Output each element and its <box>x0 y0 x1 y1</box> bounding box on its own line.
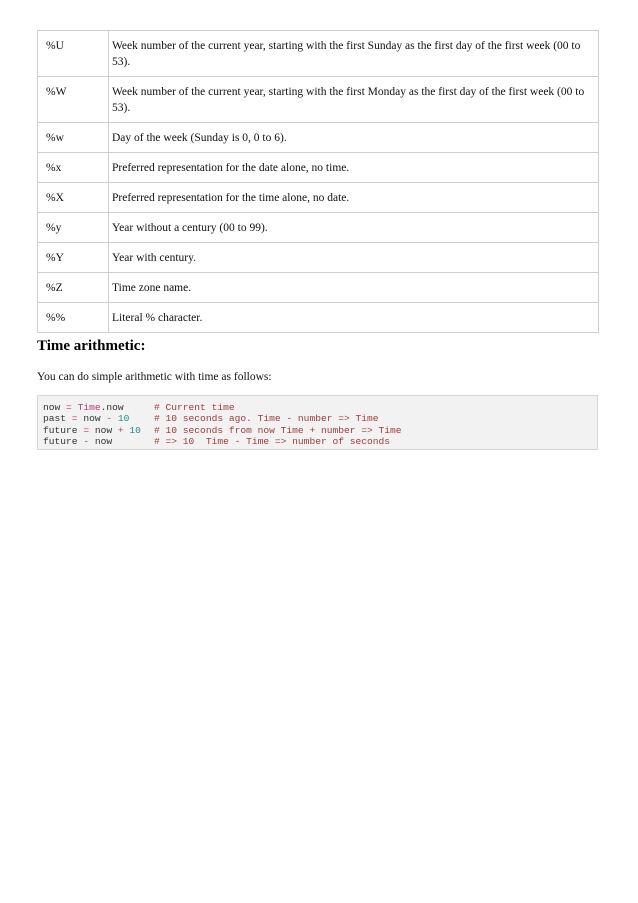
code-line <box>43 413 597 424</box>
code-token: = <box>83 424 90 436</box>
code-line <box>43 402 597 413</box>
table-row <box>38 183 599 213</box>
code-token: past <box>43 413 72 425</box>
format-description-cell: Week number of the current year, starting with the first Monday as the first day of the first week (00 to 53). <box>109 77 599 123</box>
code-token: now <box>89 424 118 436</box>
code-block <box>37 395 598 450</box>
table-row <box>38 31 599 77</box>
code-comment: # => 10 Time - Time => number of seconds <box>154 436 391 448</box>
code-token: = <box>71 413 78 425</box>
format-code-cell: %Y <box>38 243 109 273</box>
format-code-cell: %X <box>38 183 109 213</box>
code-token: = <box>66 402 72 413</box>
code-token: now <box>89 436 113 448</box>
table-row <box>38 213 599 243</box>
format-description-cell: Literal % character. <box>109 303 599 333</box>
code-comment: # Current time <box>154 402 235 413</box>
format-description-cell: Time zone name. <box>109 273 599 303</box>
format-description-cell: Year with century. <box>109 243 599 273</box>
section-title: Time arithmetic: <box>37 338 146 354</box>
format-code-cell: %W <box>38 77 109 123</box>
format-description-cell: Preferred representation for the date alone, no time. <box>109 153 599 183</box>
format-description-cell: Year without a century (00 to 99). <box>109 213 599 243</box>
code-token: .now <box>100 402 124 413</box>
intro-paragraph: You can do simple arithmetic with time as follows: <box>37 371 272 383</box>
format-code-cell: %% <box>38 303 109 333</box>
format-table-body <box>38 31 599 333</box>
code-comment: # 10 seconds from now Time + number => Time <box>154 424 402 436</box>
format-description-cell: Week number of the current year, starting with the first Sunday as the first day of the first week (00 to 53). <box>109 31 599 77</box>
format-code-cell: %U <box>38 31 109 77</box>
code-token: 10 <box>117 413 130 425</box>
code-statement <box>43 402 154 413</box>
code-statement <box>43 436 154 447</box>
table-row <box>38 77 599 123</box>
code-token: + <box>117 424 124 436</box>
table-row <box>38 273 599 303</box>
format-code-cell: %Z <box>38 273 109 303</box>
code-token: future <box>43 436 84 448</box>
format-code-cell: %x <box>38 153 109 183</box>
format-description-cell: Day of the week (Sunday is 0, 0 to 6). <box>109 123 599 153</box>
code-token: - <box>106 413 113 425</box>
code-comment: # 10 seconds ago. Time - number => Time <box>154 413 379 425</box>
code-line <box>43 436 597 447</box>
code-token: - <box>83 436 90 448</box>
code-statement <box>43 413 154 424</box>
code-token: now <box>77 413 107 425</box>
code-line <box>43 425 597 436</box>
code-token: 10 <box>129 424 141 436</box>
table-row <box>38 303 599 333</box>
code-statement <box>43 425 154 436</box>
format-code-cell: %y <box>38 213 109 243</box>
table-row <box>38 243 599 273</box>
format-description-cell: Preferred representation for the time alone, no date. <box>109 183 599 213</box>
code-token: now <box>43 402 67 413</box>
format-directive-table <box>37 30 599 333</box>
table-row <box>38 123 599 153</box>
format-code-cell: %w <box>38 123 109 153</box>
table-row <box>38 153 599 183</box>
code-token: Time <box>77 402 101 413</box>
code-token: future <box>43 424 84 436</box>
